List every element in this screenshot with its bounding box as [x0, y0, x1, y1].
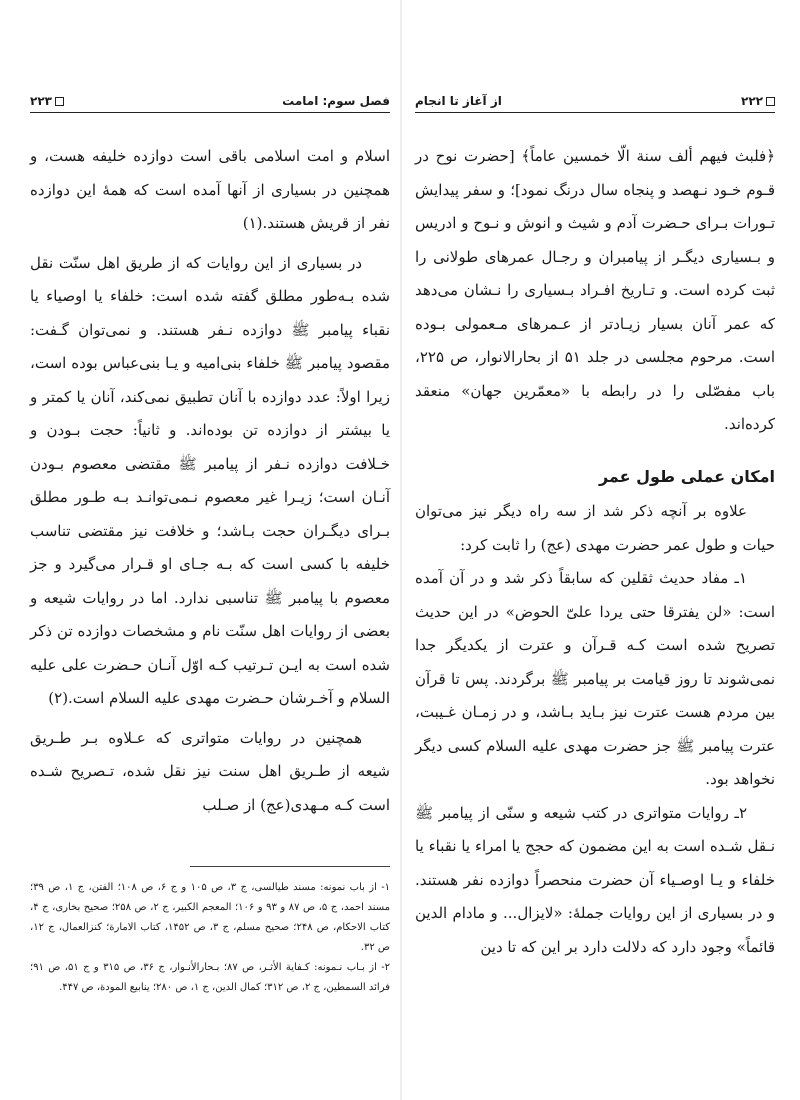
left-page-number-group — [30, 94, 64, 108]
footnote-separator — [190, 866, 390, 867]
right-running-title: از آغاز تا انجام — [415, 94, 502, 108]
left-paragraph-1: اسلام و امت اسلامی باقی است دوازده خلیفه هست، و همچنین در بسیاری از آنها آمده است که همهٔ این دوازده نفر از قریش هستند.(۱) — [30, 147, 390, 232]
left-page-header — [30, 86, 390, 113]
left-page-body — [30, 140, 390, 822]
right-page-number-group — [741, 94, 775, 108]
section-heading: امکان عملی طول عمر — [598, 466, 775, 486]
left-page — [30, 0, 390, 1100]
right-page-number: ۲۲۲ — [741, 94, 763, 108]
right-page-body — [415, 140, 775, 964]
footnotes — [30, 878, 390, 998]
point-1: ۱ـ مفاد حدیث ثقلین که سابقاً ذکر شد و در آن آمده است: «لن یفترقا حتی یردا علیّ الحوض» در این حدیث تصریح شده است کـه قـرآن و عترت از یکدیگر جدا نمی‌شوند تا روز قیامت بر پیامبر ﷺ برگردند. پس تا قرآن بین مردم هست عترت نیز بـاید بـاشد، و در زمـان غـیبت، عترت پیامبر ﷺ جز حضرت مهدی علیه السلام کسی دیگر نخواهد بود. — [415, 569, 775, 788]
left-paragraph-2: در بسیاری از این روایات که از طریق اهل سنّت نقل شده بـه‌طور مطلق گفته شده است: خلفاء یا اوصیاء یا نقباء پیامبر ﷺ دوازده نـفر هستند. و نمی‌توان گـفت: مقصود پیامبر ﷺ خلفاء بنی‌امیه و یـا بنی‌عباس بوده است، زیرا اولاً: عدد دوازده با آنان تطبیق نمی‌کند، آنان یا کمتر و یا بیشتر از دوازده تن بوده‌اند. و ثانیاً: حجت بـودن و خـلافت دوازده نـفر از پیامبر ﷺ مقتضی معصوم بـودن آنـان است؛ زیـرا غیر معصوم نـمی‌توانـد بـه طـور مطلق بـرای دیگـران حجت بـاشد؛ و خلافت نیز مقتضی تناسب خلیفه با کسی است که بـه جـای او قـرار می‌گیرد و جز معصوم با پیامبر ﷺ تناسبی ندارد. اما در روایات شیعه و بعضی از روایات اهل سنّت نام و مشخصات دوازده تن ذکر شده است به ایـن تـرتیب کـه اوّل آنـان حـضرت علی علیه السلام و آخـرشان حـضرت مهدی علیه السلام است.(۲) — [30, 253, 390, 707]
right-page-header — [415, 86, 775, 113]
right-page — [415, 0, 775, 1100]
footnote-2: ۲- از بـاب نـمونه: کـفایة الأثـر، ص ۸۷؛ بـحارالأنـوار، ج ۳۶، ص ۳۱۵ و ج ۵۱، ص ۹۱؛ فرائد السمطین، ج ۲، ص ۳۱۲؛ کمال الدین، ج ۱، ص ۲۸۰؛ ینابیع المودة، ص ۴۴۷. — [30, 962, 390, 993]
section-intro: علاوه بر آنچه ذکر شد از سه راه دیگر نیز می‌توان حیات و طول عمر حضرت مهدی (عج) را ثابت کرد: — [415, 502, 775, 554]
footnote-1: ۱- از باب نمونه: مسند طیالسی، ج ۳، ص ۱۰۵ و ج ۶، ص ۱۰۸؛ الفتن، ج ۱، ص ۳۹؛ مسند احمد، ج ۵، ص ۸۷ و ۹۳ و ۱۰۶؛ المعجم الکبیر، ج ۲، ص ۲۵۸؛ صحیح بخاری، ج ۴، کتاب الاحکام، ص ۲۴۸؛ صحیح مسلم، ج ۳، ص ۱۴۵۲، کتاب الامارة؛ کنزالعمال، ج ۱۲، ص ۳۲. — [30, 882, 391, 953]
right-intro-paragraph: ﴿فلبث فیهم ألف سنة الّا خمسین عاماً﴾ [حضرت نوح در قـوم خـود نـهصد و پنجاه سال درنگ نمود]؛ و سفر پیدایش تـورات بـرای حـضرت آدم و شیث و انوش و نـوح و ادریس و بـسیاری دیگـر از پیامبران و رجـال عمرهای طولانی را ثبت کرده است. و تـاریخ افـراد بـسیاری را نـشان می‌دهد که عمر آنان بسیار زیـادتر از عـمرهای مـعمولی بـوده است. مرحوم مجلسی در جلد ۵۱ از بحارالانوار، ص ۲۲۵، باب مفصّلی را در رابطه با «معمّرین جهان» منعقد کرده‌اند. — [415, 147, 775, 433]
square-ornament-icon — [766, 97, 775, 106]
square-ornament-icon — [55, 97, 64, 106]
point-2: ۲ـ روایات متواتری در کتب شیعه و سنّی از پیامبر ﷺ نـقل شـده است به این مضمون که حجج یا امراء یا نقباء یا خلفاء و یـا اوصـیاء آن حضرت منحصراً دوازده نفر هستند. و در بسیاری از این روایات جملهٔ: «لایزال... و مادام الدین قائماً» وجود دارد که دلالت دارد بر این که تا دین — [415, 803, 775, 956]
left-running-title: فصل سوم: امامت — [282, 94, 390, 108]
left-page-number: ۲۲۳ — [30, 94, 52, 108]
left-paragraph-3: همچنین در روایات متواتری که عـلاوه بـر طـریق شیعه از طـریق اهل سنت نیز نقل شده، تـصریح شـده است کـه مـهدی(عج) از صـلب — [30, 728, 390, 814]
book-spine — [400, 0, 402, 1100]
